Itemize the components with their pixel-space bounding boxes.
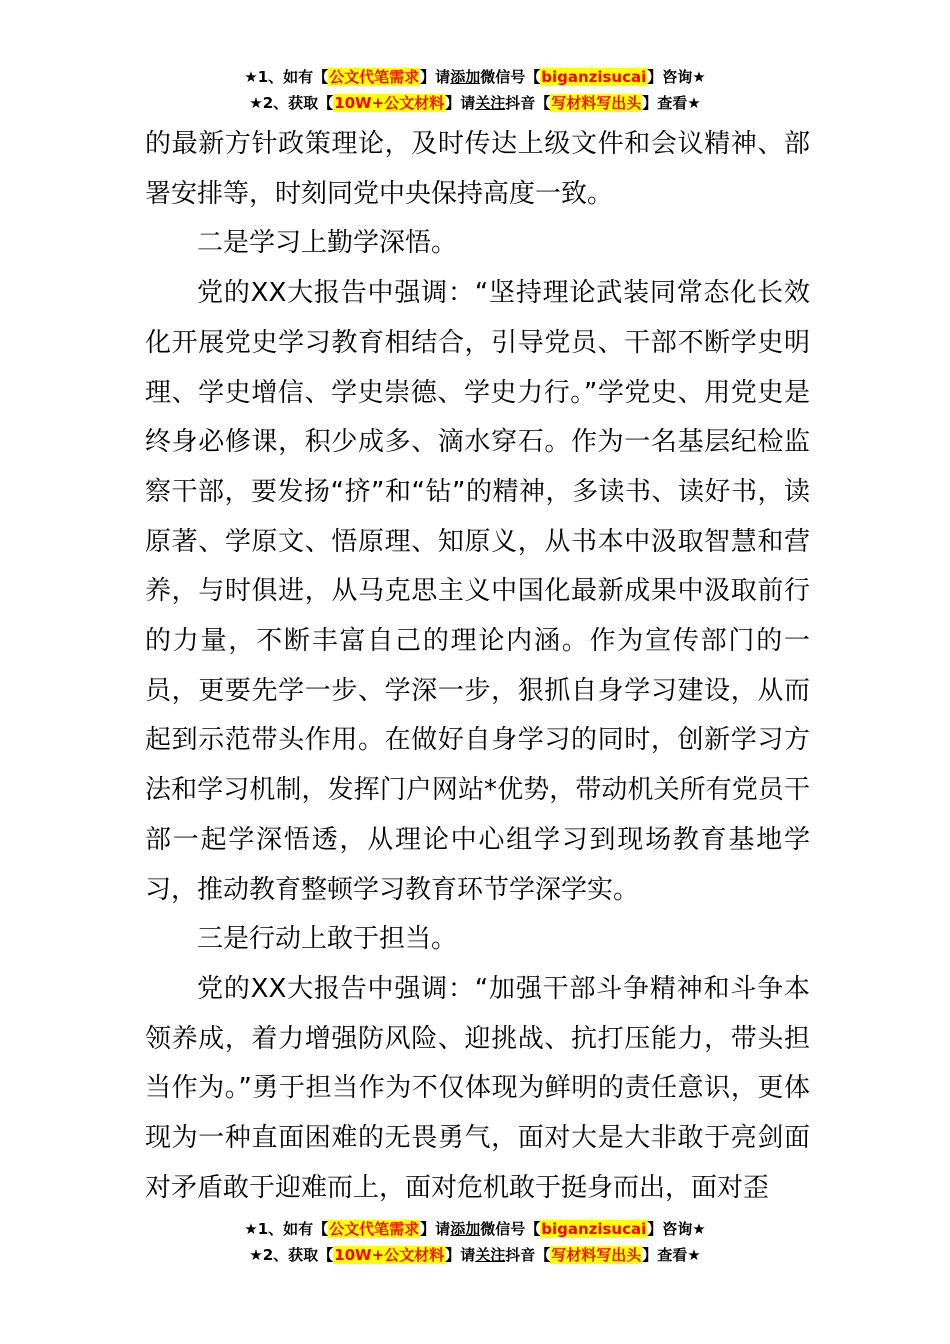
header-line-1 bbox=[0, 64, 950, 90]
header-banner bbox=[0, 64, 950, 116]
footer-line-2 bbox=[0, 1242, 950, 1268]
header-line-2-post: 】查看★ bbox=[642, 94, 701, 112]
header-line-2-mid: 】请 bbox=[445, 94, 476, 112]
footer-line-1-mid2: 微信号【 bbox=[480, 1220, 541, 1238]
section-heading-3: 三是行动上敢于担当。 bbox=[197, 924, 458, 955]
paragraph-study: 党的XX大报告中强调：“坚持理论武装同常态化长效化开展党史学习教育相结合，引导党员、干部不断学史明理、学史增信、学史崇德、学史力行。”学党史、用党史是终身必修课，积少成多、滴水穿石。作为一名基层纪检监察干部，要发扬“挤”和“钻”的精神，多读书、读好书，读原著、学原文、悟原理、知原义，从书本中汲取智慧和营养，与时俱进，从马克思主义中国化最新成果中汲取前行的力量，不断丰富自己的理论内涵。作为宣传部门的一员，更要先学一步、学深一步，狠抓自身学习建设，从而起到示范带头作用。在做好自身学习的同时，创新学习方法和学习机制，发挥门户网站*优势，带动机关所有党员干部一起学深悟透，从理论中心组学习到现场教育基地学习，推动教育整顿学习教育环节学深学实。 bbox=[145, 278, 810, 905]
footer-line-1-post: 】咨询★ bbox=[647, 1220, 706, 1238]
footer-line-2-highlight-douyin: 写材料写出头 bbox=[551, 1246, 642, 1264]
header-line-1-underlined: 添加 bbox=[450, 68, 481, 86]
header-line-2-highlight-materials: 10W+公文材料 bbox=[334, 94, 445, 112]
footer-line-1-highlight-service: 公文代笔需求 bbox=[329, 1220, 420, 1238]
document-body bbox=[145, 120, 810, 1213]
paragraph-continued: 的最新方针政策理论，及时传达上级文件和会议精神、部署安排等，时刻同党中央保持高度一致。 bbox=[145, 129, 810, 209]
header-line-2-pre: ★2、获取【 bbox=[249, 94, 334, 112]
header-line-2 bbox=[0, 90, 950, 116]
footer-line-2-post: 】查看★ bbox=[642, 1246, 701, 1264]
footer-line-2-pre: ★2、获取【 bbox=[249, 1246, 334, 1264]
footer-line-2-mid: 】请 bbox=[445, 1246, 476, 1264]
footer-line-1-highlight-wechat: biganzisucai bbox=[541, 1220, 647, 1238]
header-line-1-highlight-service: 公文代笔需求 bbox=[329, 68, 420, 86]
paragraph-action: 党的XX大报告中强调：“加强干部斗争精神和斗争本领养成，着力增强防风险、迎挑战、抗打压能力，带头担当作为。”勇于担当作为不仅体现为鲜明的责任意识，更体现为一种直面困难的无畏勇气，面对大是大非敢于亮剑面对矛盾敢于迎难而上，面对危机敢于挺身而出，面对歪 bbox=[145, 973, 810, 1203]
header-line-2-mid2: 抖音【 bbox=[505, 94, 551, 112]
section-heading-2: 二是学习上勤学深悟。 bbox=[197, 228, 458, 259]
footer-line-2-mid2: 抖音【 bbox=[505, 1246, 551, 1264]
header-line-1-mid2: 微信号【 bbox=[480, 68, 541, 86]
footer-line-1-underlined: 添加 bbox=[450, 1220, 481, 1238]
footer-line-2-underlined: 关注 bbox=[475, 1246, 506, 1264]
footer-line-1-mid: 】请 bbox=[420, 1220, 451, 1238]
header-line-1-pre: ★1、如有【 bbox=[244, 68, 329, 86]
header-line-1-highlight-wechat: biganzisucai bbox=[541, 68, 647, 86]
header-line-1-post: 】咨询★ bbox=[647, 68, 706, 86]
header-line-2-underlined: 关注 bbox=[475, 94, 506, 112]
footer-line-2-highlight-materials: 10W+公文材料 bbox=[334, 1246, 445, 1264]
header-line-2-highlight-douyin: 写材料写出头 bbox=[551, 94, 642, 112]
header-line-1-mid: 】请 bbox=[420, 68, 451, 86]
footer-line-1-pre: ★1、如有【 bbox=[244, 1220, 329, 1238]
footer-banner bbox=[0, 1216, 950, 1268]
footer-line-1 bbox=[0, 1216, 950, 1242]
